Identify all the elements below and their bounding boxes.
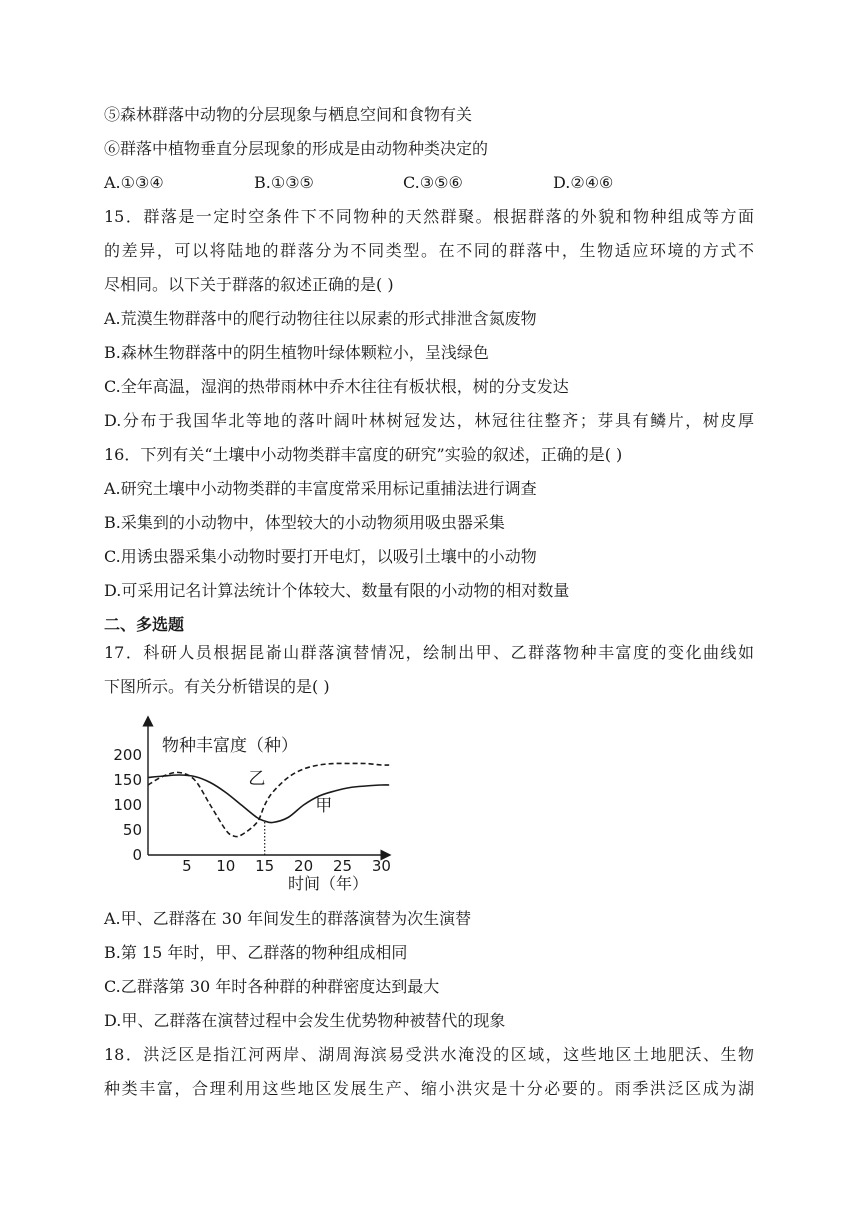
q18-stem-line-1: 18．洪泛区是指江河两岸、湖周海滨易受洪水淹没的区域，这些地区土地肥沃、生物 (104, 1045, 754, 1064)
q15-stem-line-1: 15．群落是一定时空条件下不同物种的天然群聚。根据群落的外貌和物种组成等方面 (104, 207, 754, 226)
q15-stem-line-3: 尽相同。以下关于群落的叙述正确的是( ) (104, 275, 394, 294)
q15-option-c[interactable]: C.全年高温，湿润的热带雨林中乔木往往有板状根，树的分支发达 (104, 377, 569, 396)
q14-option-d[interactable]: D.②④⑥ (553, 173, 614, 192)
x-tick-label: 10 (216, 857, 236, 875)
x-tick-label: 25 (332, 857, 353, 875)
x-tick-label: 15 (255, 857, 275, 875)
y-tick-label: 50 (122, 821, 142, 839)
q16-option-c[interactable]: C.用诱虫器采集小动物时要打开电灯，以吸引土壤中的小动物 (104, 547, 537, 566)
y-tick-label: 0 (132, 846, 142, 864)
q16-option-a[interactable]: A.研究土壤中小动物类群的丰富度常采用标记重捕法进行调查 (104, 479, 537, 498)
section-heading-multi-choice: 二、多选题 (104, 615, 185, 634)
q15-option-a[interactable]: A.荒漠生物群落中的爬行动物往往以尿素的形式排泄含氮废物 (104, 309, 537, 328)
q14-options (104, 172, 754, 194)
y-axis-label: 物种丰富度（种） (162, 736, 298, 756)
y-tick-label: 150 (113, 771, 142, 789)
x-tick-label: 30 (371, 857, 391, 875)
q14-statement-6: ⑥群落中植物垂直分层现象的形成是由动物种类决定的 (104, 139, 489, 158)
q16-stem: 16．下列有关“土壤中小动物类群丰富度的研究”实验的叙述，正确的是( ) (104, 445, 623, 464)
q14-option-a[interactable]: A.①③④ (104, 173, 164, 192)
q17-option-c[interactable]: C.乙群落第 30 年时各种群的种群密度达到最大 (104, 977, 440, 996)
series-line-jia (148, 775, 389, 823)
q17-stem-line-2: 下图所示。有关分析错误的是( ) (104, 677, 330, 696)
q15-option-d[interactable]: D.分布于我国华北等地的落叶阔叶林树冠发达，林冠往往整齐；芽具有鳞片，树皮厚 (104, 411, 754, 430)
q16-option-d[interactable]: D.可采用记名计算法统计个体较大、数量有限的小动物的相对数量 (104, 581, 570, 600)
q15-option-b[interactable]: B.森林生物群落中的阴生植物叶绿体颗粒小，呈浅绿色 (104, 343, 489, 362)
series-label-jia: 甲 (315, 796, 333, 816)
series-label-yi: 乙 (248, 769, 266, 789)
q14-option-b[interactable]: B.①③⑤ (254, 173, 314, 192)
q16-option-b[interactable]: B.采集到的小动物中，体型较大的小动物须用吸虫器采集 (104, 513, 505, 532)
species-richness-chart (110, 715, 400, 897)
q15-stem-line-2: 的差异，可以将陆地的群落分为不同类型。在不同的群落中，生物适应环境的方式不 (104, 241, 754, 260)
y-tick-label: 200 (113, 746, 142, 764)
y-tick-label: 100 (113, 796, 142, 814)
q14-option-c[interactable]: C.③⑤⑥ (403, 173, 463, 192)
q17-stem-line-1: 17．科研人员根据昆嵛山群落演替情况，绘制出甲、乙群落物种丰富度的变化曲线如 (104, 643, 754, 662)
q17-option-b[interactable]: B.第 15 年时，甲、乙群落的物种组成相同 (104, 943, 408, 962)
q18-stem-line-2: 种类丰富，合理利用这些地区发展生产、缩小洪灾是十分必要的。雨季洪泛区成为湖 (104, 1079, 754, 1098)
x-axis-label: 时间（年） (288, 874, 369, 893)
x-tick-label: 5 (182, 857, 192, 875)
q17-option-a[interactable]: A.甲、乙群落在 30 年间发生的群落演替为次生演替 (104, 909, 472, 928)
x-tick-label: 20 (294, 857, 314, 875)
q17-option-d[interactable]: D.甲、乙群落在演替过程中会发生优势物种被替代的现象 (104, 1011, 506, 1030)
q14-statement-5: ⑤森林群落中动物的分层现象与栖息空间和食物有关 (104, 105, 473, 124)
